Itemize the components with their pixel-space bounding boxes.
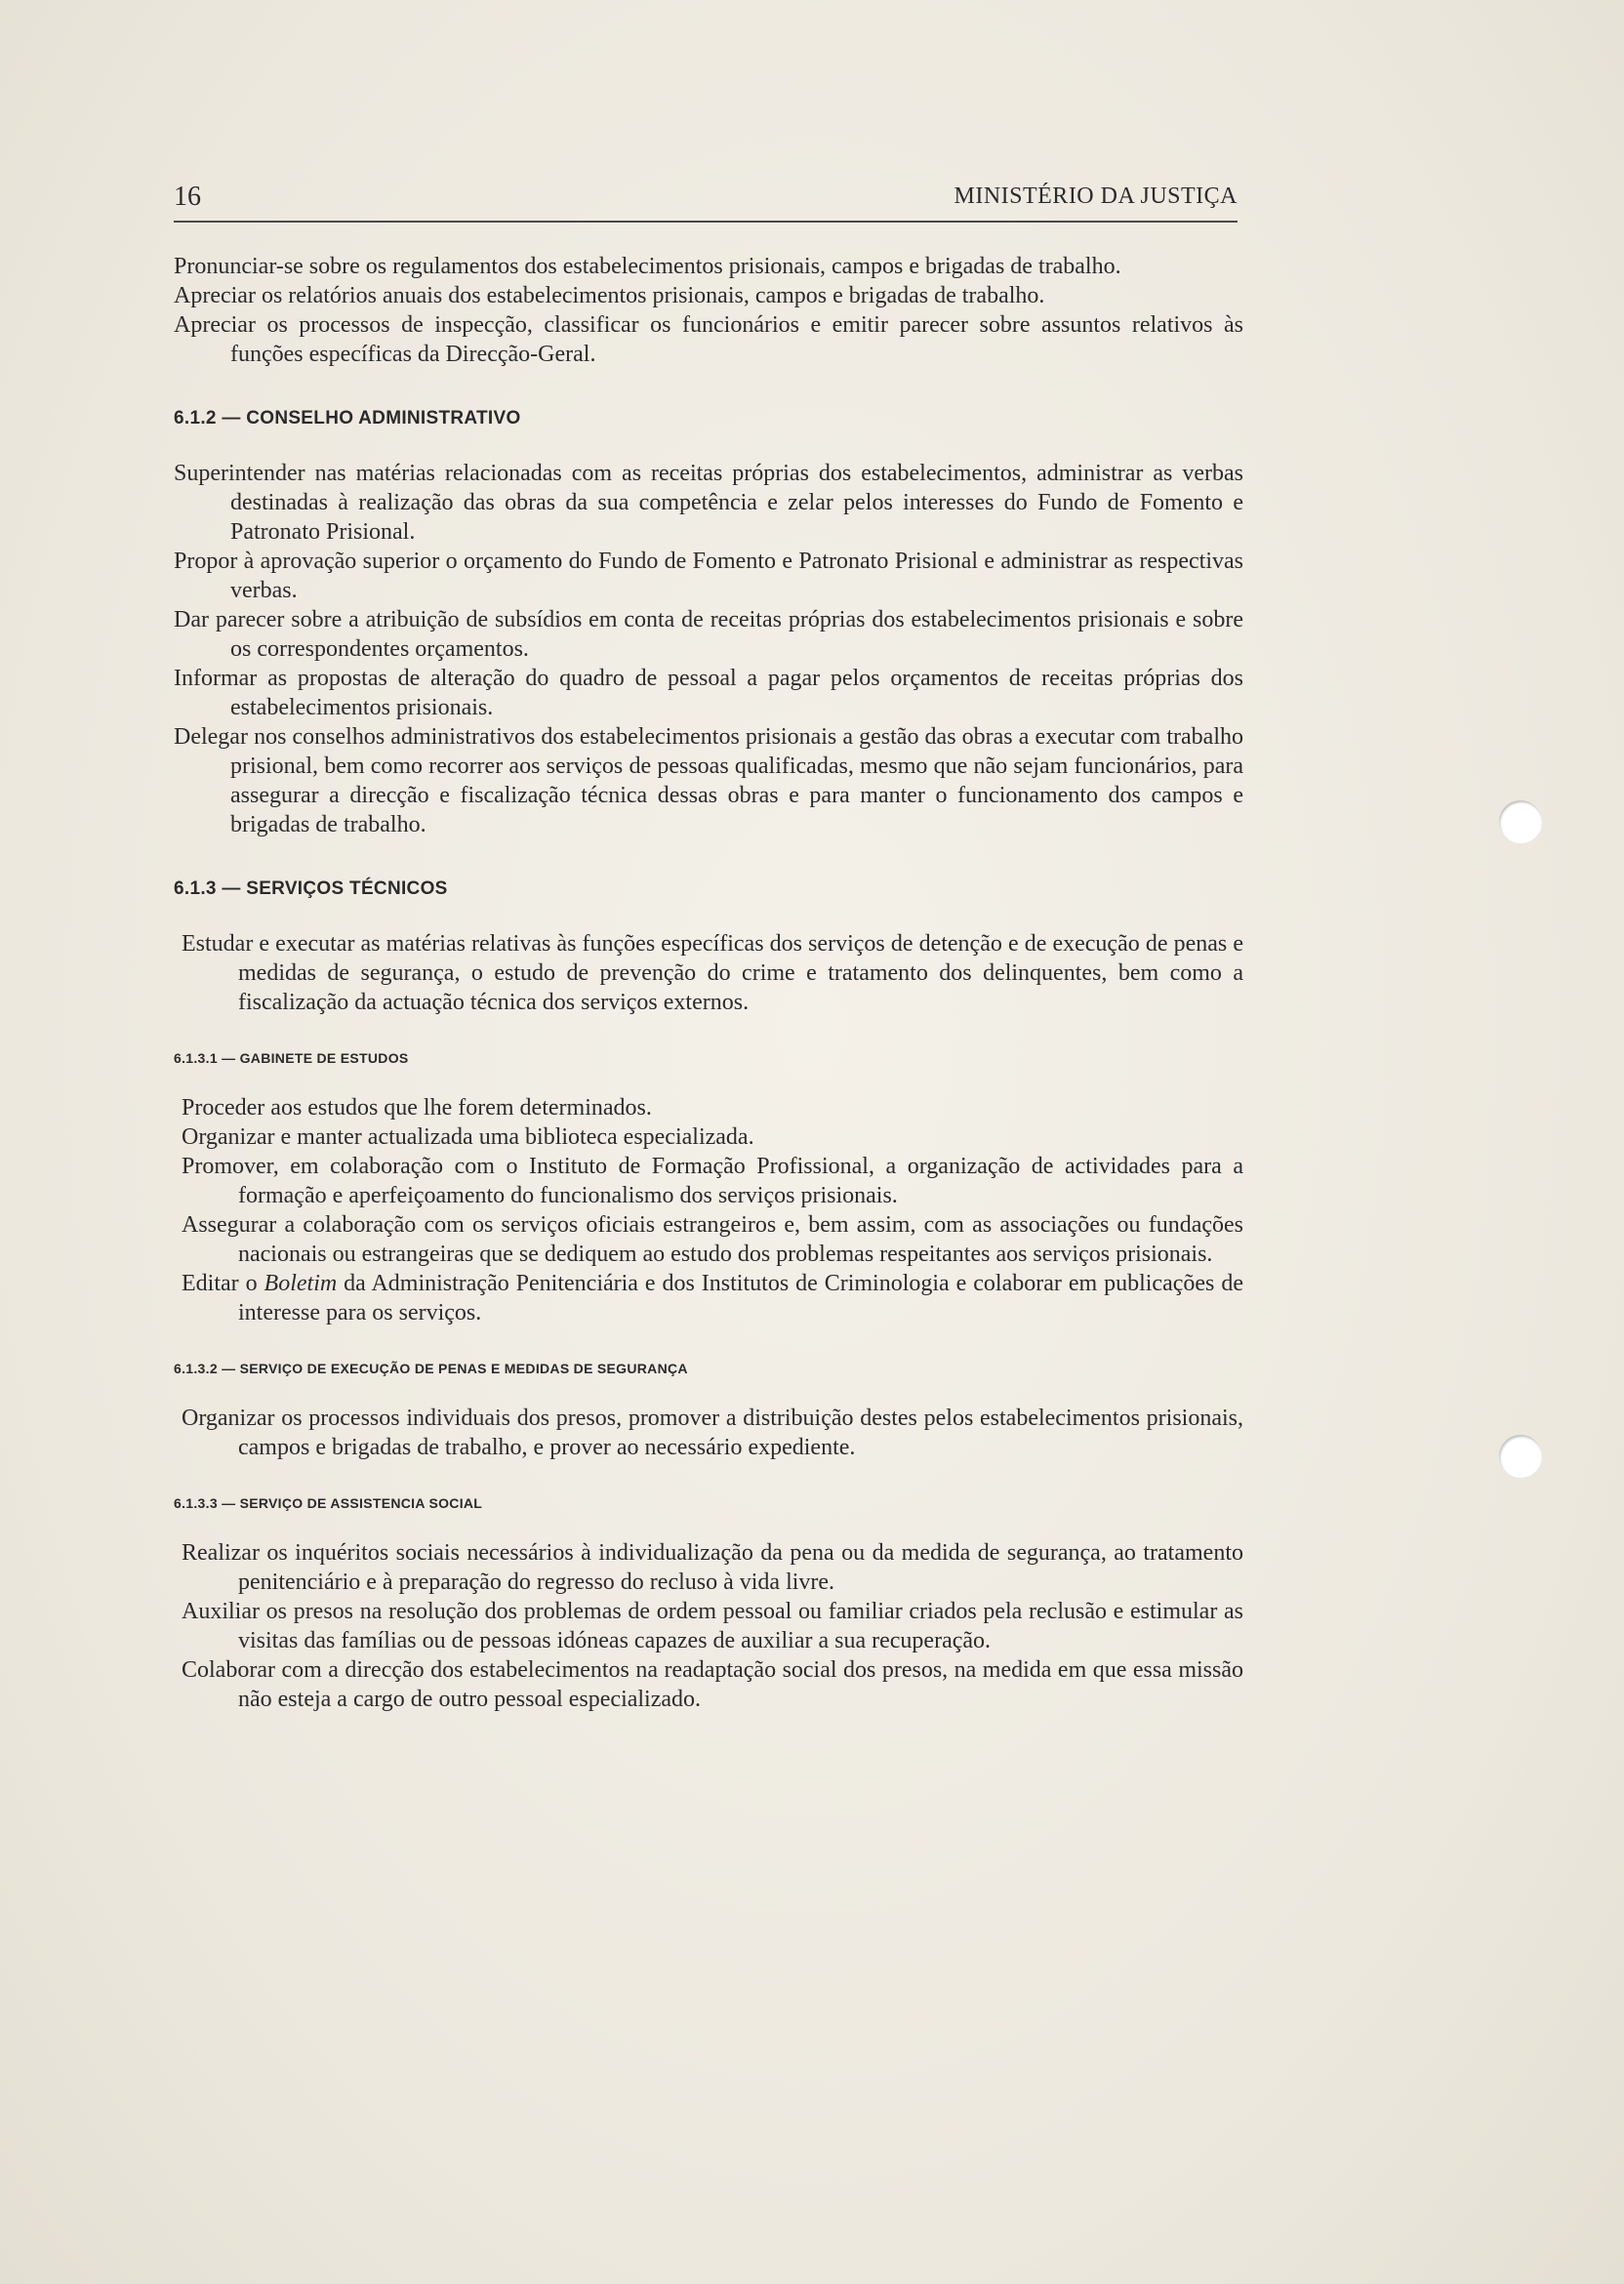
subsection-6-1-3-2-body <box>174 1404 1243 1462</box>
section-6-1-3-body <box>174 929 1243 1017</box>
page-header <box>174 182 1238 223</box>
paragraph: Auxiliar os presos na resolução dos problemas de ordem pessoal ou familiar criados pela reclusão e estimular as visitas das famílias ou de pessoas idóneas capazes de auxiliar a sua recuperação. <box>182 1599 1243 1653</box>
paragraph: Realizar os inquéritos sociais necessários à individualização da pena ou da medida de segurança, ao tratamento penitenciário e à preparação do regresso do recluso à vida livre. <box>182 1540 1243 1595</box>
page-number: 16 <box>174 182 201 212</box>
subsection-heading-6-1-3-3: 6.1.3.3 — SERVIÇO DE ASSISTENCIA SOCIAL <box>174 1495 483 1511</box>
section-6-1-2-body <box>174 459 1243 839</box>
punch-hole <box>1499 1435 1542 1478</box>
paragraph: Colaborar com a direcção dos estabelecimentos na readaptação social dos presos, na medida em que essa missão não esteja a cargo de outro pessoal especializado. <box>182 1657 1243 1712</box>
paragraph: Superintender nas matérias relacionadas com as receitas próprias dos estabelecimentos, administrar as verbas destinadas à realização das obras da sua competência e zelar pelos interesses do Fundo de Fomento e Patronato Prisional. <box>174 461 1243 545</box>
paragraph: Informar as propostas de alteração do quadro de pessoal a pagar pelos orçamentos de receitas próprias dos estabelecimentos prisionais. <box>174 666 1243 720</box>
paragraph: Estudar e executar as matérias relativas às funções específicas dos serviços de detenção e de execução de penas e medidas de segurança, o estudo de prevenção do crime e tratamento dos delinquentes, bem como a fiscalização da actuação técnica dos serviços externos. <box>182 931 1243 1015</box>
paragraph: Dar parecer sobre a atribuição de subsídios em conta de receitas próprias dos estabelecimentos prisionais e sobre os correspondentes orçamentos. <box>174 607 1243 662</box>
punch-hole <box>1499 800 1542 843</box>
subsection-6-1-3-1-body <box>174 1093 1243 1327</box>
section-heading-6-1-3: 6.1.3 — SERVIÇOS TÉCNICOS <box>174 878 448 899</box>
paragraph: Propor à aprovação superior o orçamento do Fundo de Fomento e Patronato Prisional e administrar as respectivas verbas. <box>174 549 1243 603</box>
paragraph: Assegurar a colaboração com os serviços oficiais estrangeiros e, bem assim, com as associações ou fundações nacionais ou estrangeiras que se dediquem ao estudo dos problemas respeitantes aos serviços prisionais. <box>182 1212 1243 1267</box>
page-content <box>174 252 1243 1714</box>
section-heading-6-1-2: 6.1.2 — CONSELHO ADMINISTRATIVO <box>174 408 521 428</box>
paragraph: Delegar nos conselhos administrativos dos estabelecimentos prisionais a gestão das obras a executar com trabalho prisional, bem como recorrer aos serviços de pessoas qualificadas, mesmo que não sejam funcionários, para assegurar a direcção e fiscalização técnica dessas obras e para manter o funcionamento dos campos e brigadas de trabalho. <box>174 724 1243 837</box>
publication-title: Boletim <box>264 1271 338 1296</box>
intro-section <box>174 252 1243 369</box>
subsection-heading-6-1-3-1: 6.1.3.1 — GABINETE DE ESTUDOS <box>174 1050 409 1066</box>
subsection-6-1-3-3-body <box>174 1538 1243 1714</box>
paragraph: Proceder aos estudos que lhe forem determinados. <box>182 1095 652 1121</box>
paragraph: Apreciar os processos de inspecção, classificar os funcionários e emitir parecer sobre assuntos relativos às funções específicas da Direcção-Geral. <box>174 312 1243 367</box>
paragraph: Pronunciar-se sobre os regulamentos dos estabelecimentos prisionais, campos e brigadas de trabalho. <box>174 254 1121 279</box>
paragraph-editar <box>182 1269 1243 1327</box>
paragraph: Apreciar os relatórios anuais dos estabelecimentos prisionais, campos e brigadas de trabalho. <box>174 283 1045 308</box>
paragraph: Organizar os processos individuais dos presos, promover a distribuição destes pelos estabelecimentos prisionais, campos e brigadas de trabalho, e prover ao necessário expediente. <box>182 1406 1243 1460</box>
text-span: da Administração Penitenciária e dos Institutos de Criminologia e colaborar em publicações de interesse para os serviços. <box>238 1271 1243 1326</box>
running-title: MINISTÉRIO DA JUSTIÇA <box>954 184 1238 209</box>
paragraph: Promover, em colaboração com o Instituto de Formação Profissional, a organização de actividades para a formação e aperfeiçoamento do funcionalismo dos serviços prisionais. <box>182 1154 1243 1208</box>
text-span: Editar o <box>182 1271 264 1296</box>
subsection-heading-6-1-3-2: 6.1.3.2 — SERVIÇO DE EXECUÇÃO DE PENAS E MEDIDAS DE SEGURANÇA <box>174 1361 688 1376</box>
paragraph: Organizar e manter actualizada uma biblioteca especializada. <box>182 1124 754 1150</box>
